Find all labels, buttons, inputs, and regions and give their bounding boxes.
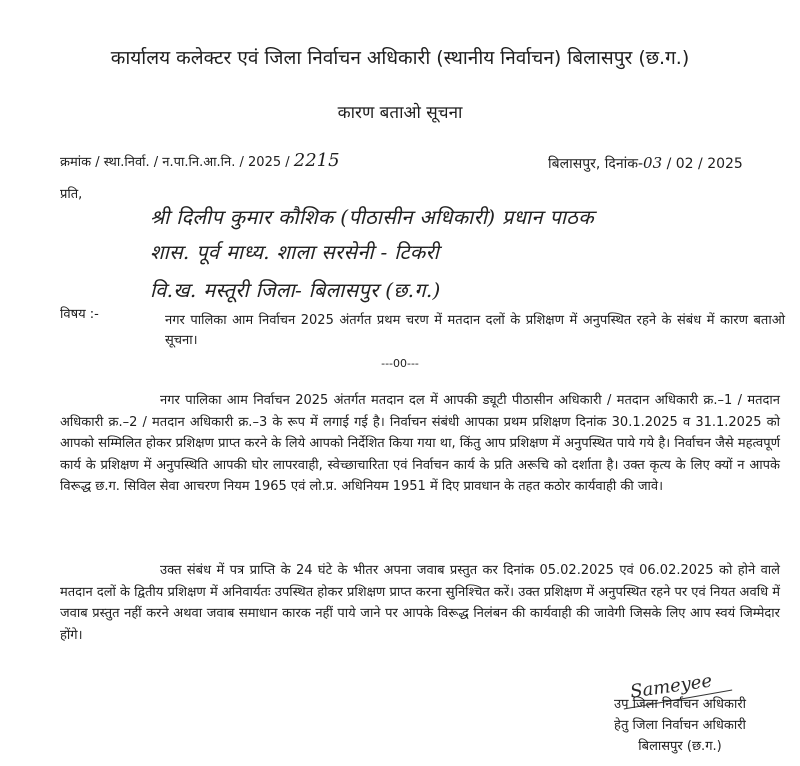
reference-number <box>60 150 340 171</box>
date-handwritten-day: 03 <box>643 154 663 172</box>
body-paragraph-1 <box>60 390 780 498</box>
designation-line-3: बिलासपुर (छ.ग.) <box>638 739 722 754</box>
body-paragraph-2 <box>60 560 780 646</box>
to-label: प्रति, <box>60 187 83 202</box>
body-paragraph-2-text: उक्त संबंध में पत्र प्राप्ति के 24 घंटे के भीतर अपना जवाब प्रस्तुत कर दिनांक 05.02.2025 एवं 06.02.2025 को होने वाले मतदान दलों के द्वितीय प्रशिक्षण में अनिवार्यतः उपस्थित होकर प्रशिक्षण प्राप्त करना सुनिश्चित करें। उक्त प्रशिक्षण में अनुपस्थित रहने पर एवं नियत अवधि में जवाब प्रस्तुत नहीं करने अथवा जवाब समाधान कारक नहीं पाये जाने पर आपके विरूद्ध निलंबन की कार्यवाही की जावेगी जिसके लिए आप स्वयं जिम्मेदार होंगे। <box>60 563 780 643</box>
subject-label: विषय :- <box>60 307 99 322</box>
date-prefix: बिलासपुर, दिनांक- <box>548 156 644 172</box>
reference-prefix: क्रमांक / स्था.निर्वा. / न.पा.नि.आ.नि. / 2025 / <box>60 155 290 170</box>
addressee-line-2: शास. पूर्व माध्य. शाला सरसेनी - टिकरी <box>150 240 440 264</box>
designation-line-1: उप जिला निर्वाचन अधिकारी <box>613 697 747 712</box>
addressee-line-1: श्री दिलीप कुमार कौशिक (पीठासीन अधिकारी) प्रधान पाठक <box>150 205 594 229</box>
notice-title: कारण बताओ सूचना <box>337 103 463 123</box>
addressee-line-3: वि.ख. मस्तूरी जिला- बिलासपुर (छ.ग.) <box>150 278 441 302</box>
body-paragraph-1-text: नगर पालिका आम निर्वाचन 2025 अंतर्गत मतदान दल में आपकी ड्यूटी पीठासीन अधिकारी / मतदान अधिकारी क्र.–1 / मतदान अधिकारी क्र.–2 / मतदान अधिकारी क्र.–3 के रूप में लगाई गई है। निर्वाचन संबंधी आपका प्रथम प्रशिक्षण दिनांक 30.1.2025 व 31.1.2025 को आपको सम्मिलित होकर प्रशिक्षण प्राप्त करने के लिये आपको निर्देशित किया गया था, किंतु आप प्रशिक्षण में अनुपस्थित पाये गये है। निर्वाचन जैसे महत्वपूर्ण कार्य के प्रशिक्षण में अनुपस्थिति आपकी घोर लापरवाही, स्वेच्छाचारिता एवं निर्वाचन कार्य के प्रति अरूचि को दर्शाता है। उक्त कृत्य के लिए क्यों न आपके विरूद्ध छ.ग. सिविल सेवा आचरण नियम 1965 एवं लो.प्र. अधिनियम 1951 में दिए प्रावधान के तहत कठोर कार्यवाही की जावे। <box>60 393 780 494</box>
separator: ---00--- <box>381 357 419 370</box>
handwritten-signature: Sameyee <box>628 670 714 703</box>
letter-date <box>548 154 743 173</box>
designation-line-2: हेतु जिला निर्वाचन अधिकारी <box>614 718 746 733</box>
office-header: कार्यालय कलेक्टर एवं जिला निर्वाचन अधिकारी (स्थानीय निर्वाचन) बिलासपुर (छ.ग.) <box>110 47 690 69</box>
reference-handwritten-number: 2215 <box>293 150 340 171</box>
subject-text: नगर पालिका आम निर्वाचन 2025 अंतर्गत प्रथम चरण में मतदान दलों के प्रशिक्षण में अनुपस्थित रहने के संबंध में कारण बताओ सूचना। <box>165 313 785 348</box>
date-suffix: / 02 / 2025 <box>666 156 743 172</box>
